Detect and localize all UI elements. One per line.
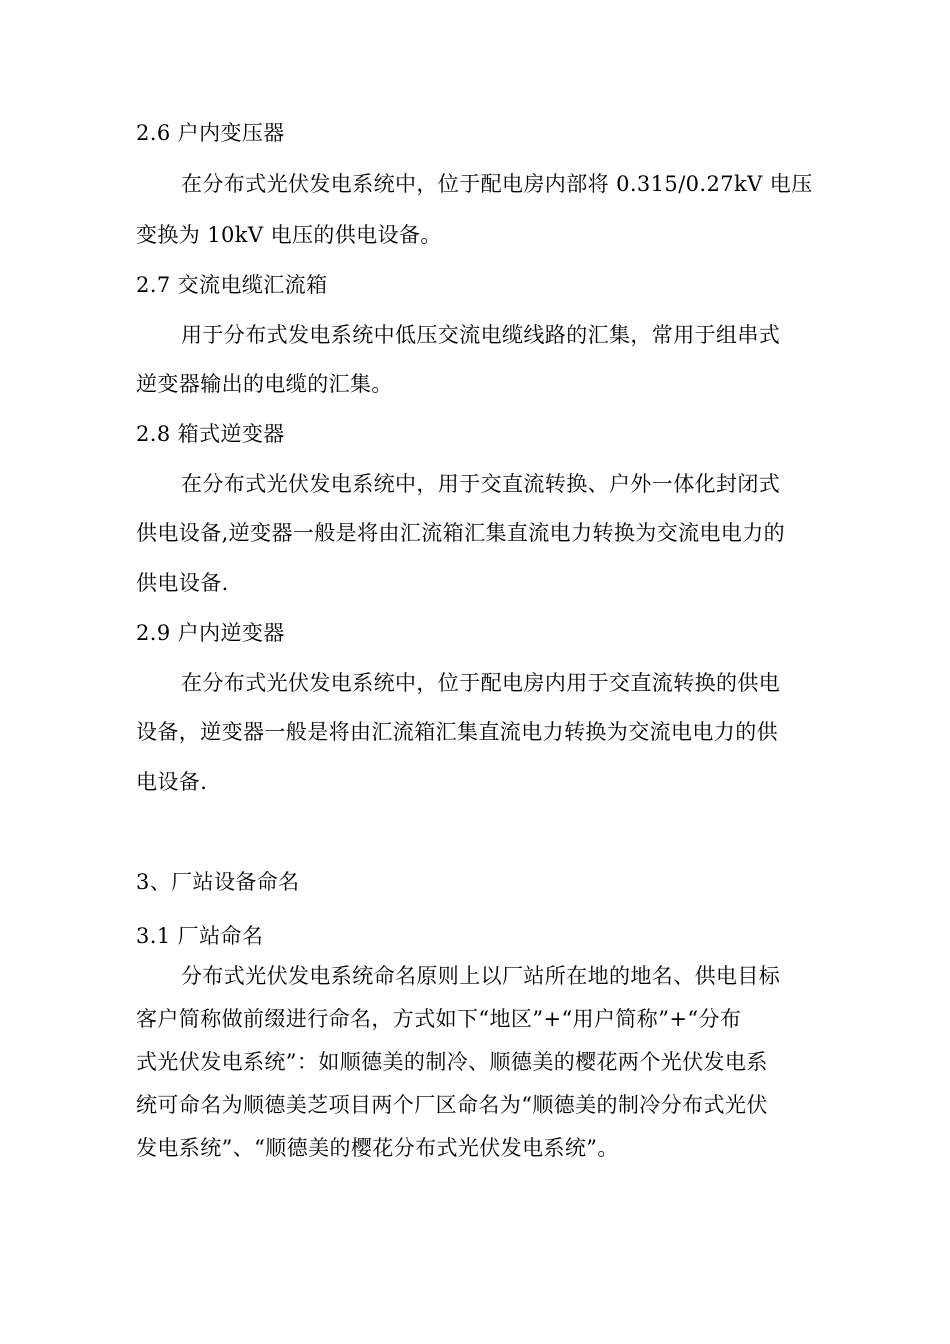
section-heading-2-8: 2.8 箱式逆变器: [136, 422, 285, 446]
paragraph-line: 变换为 10kV 电压的供电设备。: [136, 223, 442, 247]
section-heading-2-6: 2.6 户内变压器: [136, 121, 285, 145]
section-heading-2-7: 2.7 交流电缆汇流箱: [136, 273, 328, 297]
paragraph-line: 供电设备,逆变器一般是将由汇流箱汇集直流电力转换为交流电电力的: [136, 521, 786, 545]
paragraph-line: 式光伏发电系统”：如顺德美的制冷、顺德美的樱花两个光伏发电系: [136, 1050, 768, 1074]
paragraph-line: 在分布式光伏发电系统中，用于交直流转换、户外一体化封闭式: [181, 472, 781, 496]
section-heading-3-1: 3.1 厂站命名: [136, 924, 264, 948]
paragraph-line: 在分布式光伏发电系统中，位于配电房内部将 0.315/0.27kV 电压: [181, 172, 813, 196]
paragraph-line: 发电系统”、“顺德美的樱花分布式光伏发电系统”。: [136, 1136, 619, 1160]
paragraph-line: 用于分布式发电系统中低压交流电缆线路的汇集，常用于组串式: [181, 323, 781, 347]
paragraph-line: 供电设备.: [136, 571, 229, 595]
chapter-heading-3: 3、厂站设备命名: [136, 870, 300, 894]
paragraph-line: 设备，逆变器一般是将由汇流箱汇集直流电力转换为交流电电力的供: [136, 720, 778, 744]
paragraph-line: 电设备.: [136, 770, 208, 794]
paragraph-line: 逆变器输出的电缆的汇集。: [136, 372, 393, 396]
paragraph-line: 分布式光伏发电系统命名原则上以厂站所在地的地名、供电目标: [181, 964, 781, 988]
section-heading-2-9: 2.9 户内逆变器: [136, 621, 285, 645]
paragraph-line: 统可命名为顺德美芝项目两个厂区命名为“顺德美的制冷分布式光伏: [136, 1093, 768, 1117]
paragraph-line: 在分布式光伏发电系统中，位于配电房内用于交直流转换的供电: [181, 671, 781, 695]
paragraph-line: 客户简称做前缀进行命名，方式如下“地区”+“用户简称”+“分布: [136, 1007, 742, 1031]
